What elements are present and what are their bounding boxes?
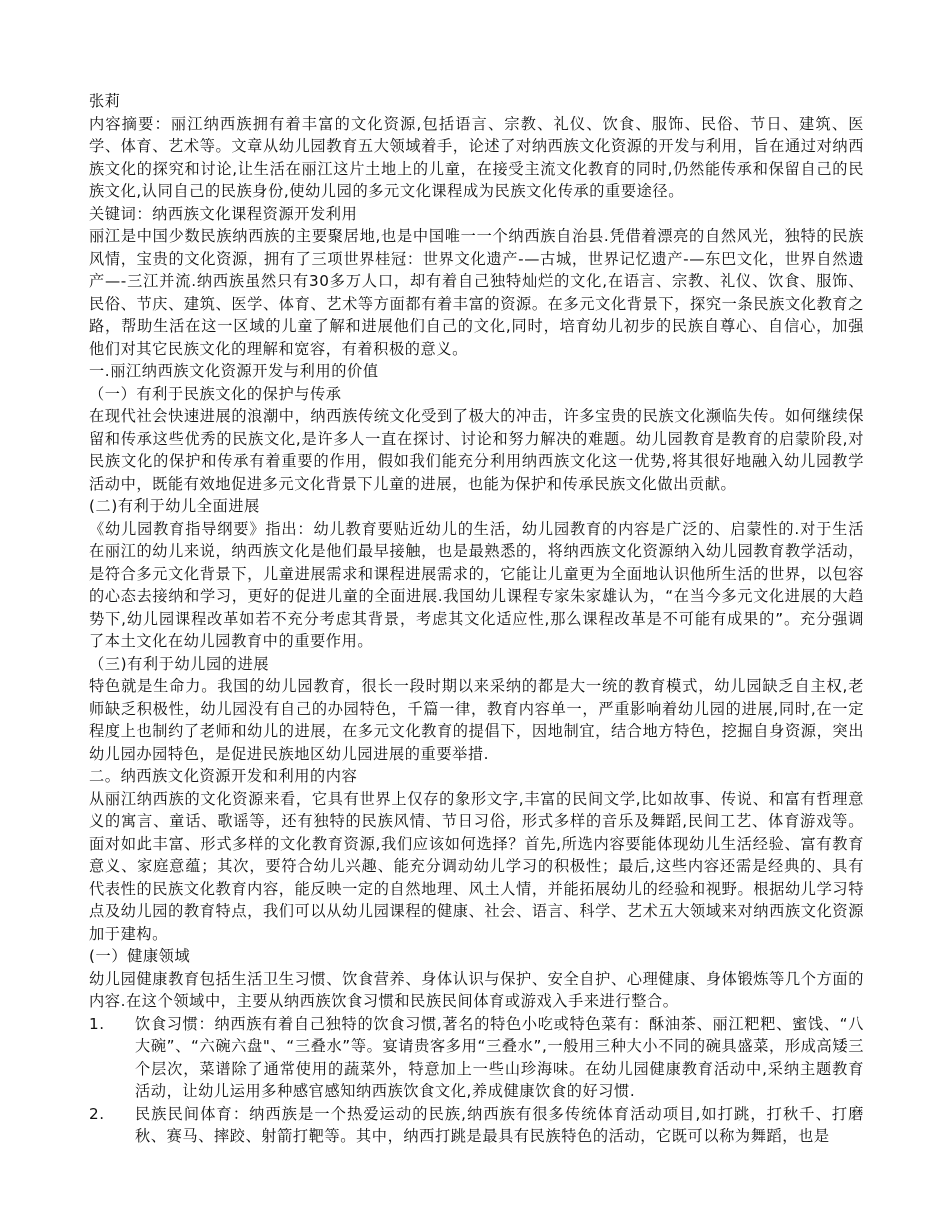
- list-item-number: 2.: [89, 1104, 105, 1123]
- author-name: 张莉: [89, 92, 121, 110]
- list-item: [89, 1103, 864, 1148]
- paragraph-1-2: 《幼儿园教育指导纲要》指出：幼儿教育要贴近幼儿的生活，幼儿园教育的内容是广泛的、启蒙性的.对于生活在丽江的幼儿来说，纳西族文化是他们最早接触，也是最熟悉的，将纳西族文化资源纳入幼儿园教育教学活动，是符合多元文化背景下，儿童进展需求和课程进展需求的，它能让儿童更为全面地认识他所生活的世界，以包容的心态去接纳和学习，更好的促进儿童的全面进展.我国幼儿课程专家朱家雄认为，“在当今多元文化进展的大趋势下,幼儿园课程改革如若不充分考虑其背景，考虑其文化适应性,那么课程改革是不可能有成果的”。充分强调了本土文化在幼儿园教育中的重要作用。: [89, 519, 864, 650]
- subsection-heading-1-2: (二)有利于幼儿全面进展: [89, 497, 260, 515]
- subsection-heading-2-1: (一）健康领域: [89, 947, 191, 965]
- abstract-paragraph: 内容摘要：丽江纳西族拥有着丰富的文化资源,包括语言、宗教、礼仪、饮食、服饰、民俗、节日、建筑、医学、体育、艺术等。文章从幼儿园教育五大领域着手，论述了对纳西族文化资源的开发与利用，旨在通过对纳西族文化的探究和讨论,让生活在丽江这片土地上的儿童，在接受主流文化教育的同时,仍然能传承和保留自己的民族文化,认同自己的民族身份,使幼儿园的多元文化课程成为民族文化传承的重要途径。: [89, 114, 864, 200]
- list-item-text: 民族民间体育：纳西族是一个热爱运动的民族,纳西族有很多传统体育活动项目,如打跳，打秋千、打磨秋、赛马、摔跤、射箭打靶等。其中，纳西打跳是最具有民族特色的活动，它既可以称为舞蹈，也是: [135, 1104, 864, 1145]
- paragraph-1-3: 特色就是生命力。我国的幼儿园教育，很长一段时期以来采纳的都是大一统的教育模式，幼儿园缺乏自主权,老师缺乏积极性，幼儿园没有自己的办园特色，千篇一律，教育内容单一，严重影响着幼儿园的进展,同时,在一定程度上也制约了老师和幼儿的进展，在多元文化教育的提倡下，因地制宜，结合地方特色，挖掘自身资源，突出幼儿园办园特色，是促进民族地区幼儿园进展的重要举措.: [89, 677, 864, 763]
- keywords-line: 关键词：纳西族文化课程资源开发利用: [89, 204, 358, 223]
- list-item-number: 1.: [89, 1014, 105, 1033]
- list-item-text: 饮食习惯：纳西族有着自己独特的饮食习惯,著名的特色小吃或特色菜有：酥油茶、丽江粑粑、蜜饯、“八大碗”、“六碗六盘"、“三叠水”等。宴请贵客多用“三叠水”,一般用三种大小不同的碗具盛菜，形成高矮三个层次，菜谱除了通常使用的蔬菜外，特意加上一些山珍海味。在幼儿园健康教育活动中,采纳主题教育活动，让幼儿运用多种感官感知纳西族饮食文化,养成健康饮食的好习惯.: [135, 1014, 864, 1100]
- subsection-heading-1-1: （一）有利于民族文化的保护与传承: [89, 384, 342, 403]
- section-heading-1: 一.丽江纳西族文化资源开发与利用的价值: [89, 362, 379, 380]
- intro-paragraph: 丽江是中国少数民族纳西族的主要聚居地,也是中国唯一一个纳西族自治县.凭借着漂亮的自然风光，独特的民族风情，宝贵的文化资源，拥有了三项世界桂冠：世界文化遗产-—古城，世界记忆遗产-—东巴文化，世界自然遗产—-三江并流.纳西族虽然只有30多万人口，却有着自己独特灿烂的文化,在语言、宗教、礼仪、饮食、服饰、民俗、节庆、建筑、医学、体育、艺术等方面都有着丰富的资源。在多元文化背景下，探究一条民族文化教育之路，帮助生活在这一区域的儿童了解和进展他们自己的文化,同时，培育幼儿初步的民族自尊心、自信心，加强他们对其它民族文化的理解和宽容，有着积极的意义。: [89, 227, 864, 358]
- section-heading-2: 二。纳西族文化资源开发和利用的内容: [89, 767, 358, 785]
- paragraph-2: 从丽江纳西族的文化资源来看，它具有世界上仅存的象形文字,丰富的民间文学,比如故事、传说、和富有哲理意义的寓言、童话、歌谣等，还有独特的民族风情、节日习俗，形式多样的音乐及舞蹈,民间工艺、体育游戏等。面对如此丰富、形式多样的文化教育资源,我们应该如何选择？首先,所选内容要能体现幼儿生活经验、富有教育意义、家庭意蕴；其次，要符合幼儿兴趣、能充分调动幼儿学习的积极性；最后,这些内容还需是经典的、具有代表性的民族文化教育内容，能反映一定的自然地理、风土人情，并能拓展幼儿的经验和视野。根据幼儿学习特点及幼儿园的教育特点，我们可以从幼儿园课程的健康、社会、语言、科学、艺术五大领域来对纳西族文化资源加于建构。: [89, 789, 864, 943]
- paragraph-2-1: 幼儿园健康教育包括生活卫生习惯、饮食营养、身体认识与保护、安全自护、心理健康、身体锻炼等几个方面的内容.在这个领域中，主要从纳西族饮食习惯和民族民间体育或游戏入手来进行整合。: [89, 969, 864, 1010]
- subsection-heading-1-3: （三)有利于幼儿园的进展: [89, 654, 270, 673]
- list-item: [89, 1013, 864, 1103]
- paragraph-1-1: 在现代社会快速进展的浪潮中，纳西族传统文化受到了极大的冲击，许多宝贵的民族文化濒临失传。如何继续保留和传承这些优秀的民族文化,是许多人一直在探讨、讨论和努力解决的难题。幼儿园教育是教育的启蒙阶段,对民族文化的保护和传承有着重要的作用，假如我们能充分利用纳西族文化这一优势,将其很好地融入幼儿园教学活动中，既能有效地促进多元文化背景下儿童的进展，也能为保护和传承民族文化做出贡献。: [89, 407, 864, 493]
